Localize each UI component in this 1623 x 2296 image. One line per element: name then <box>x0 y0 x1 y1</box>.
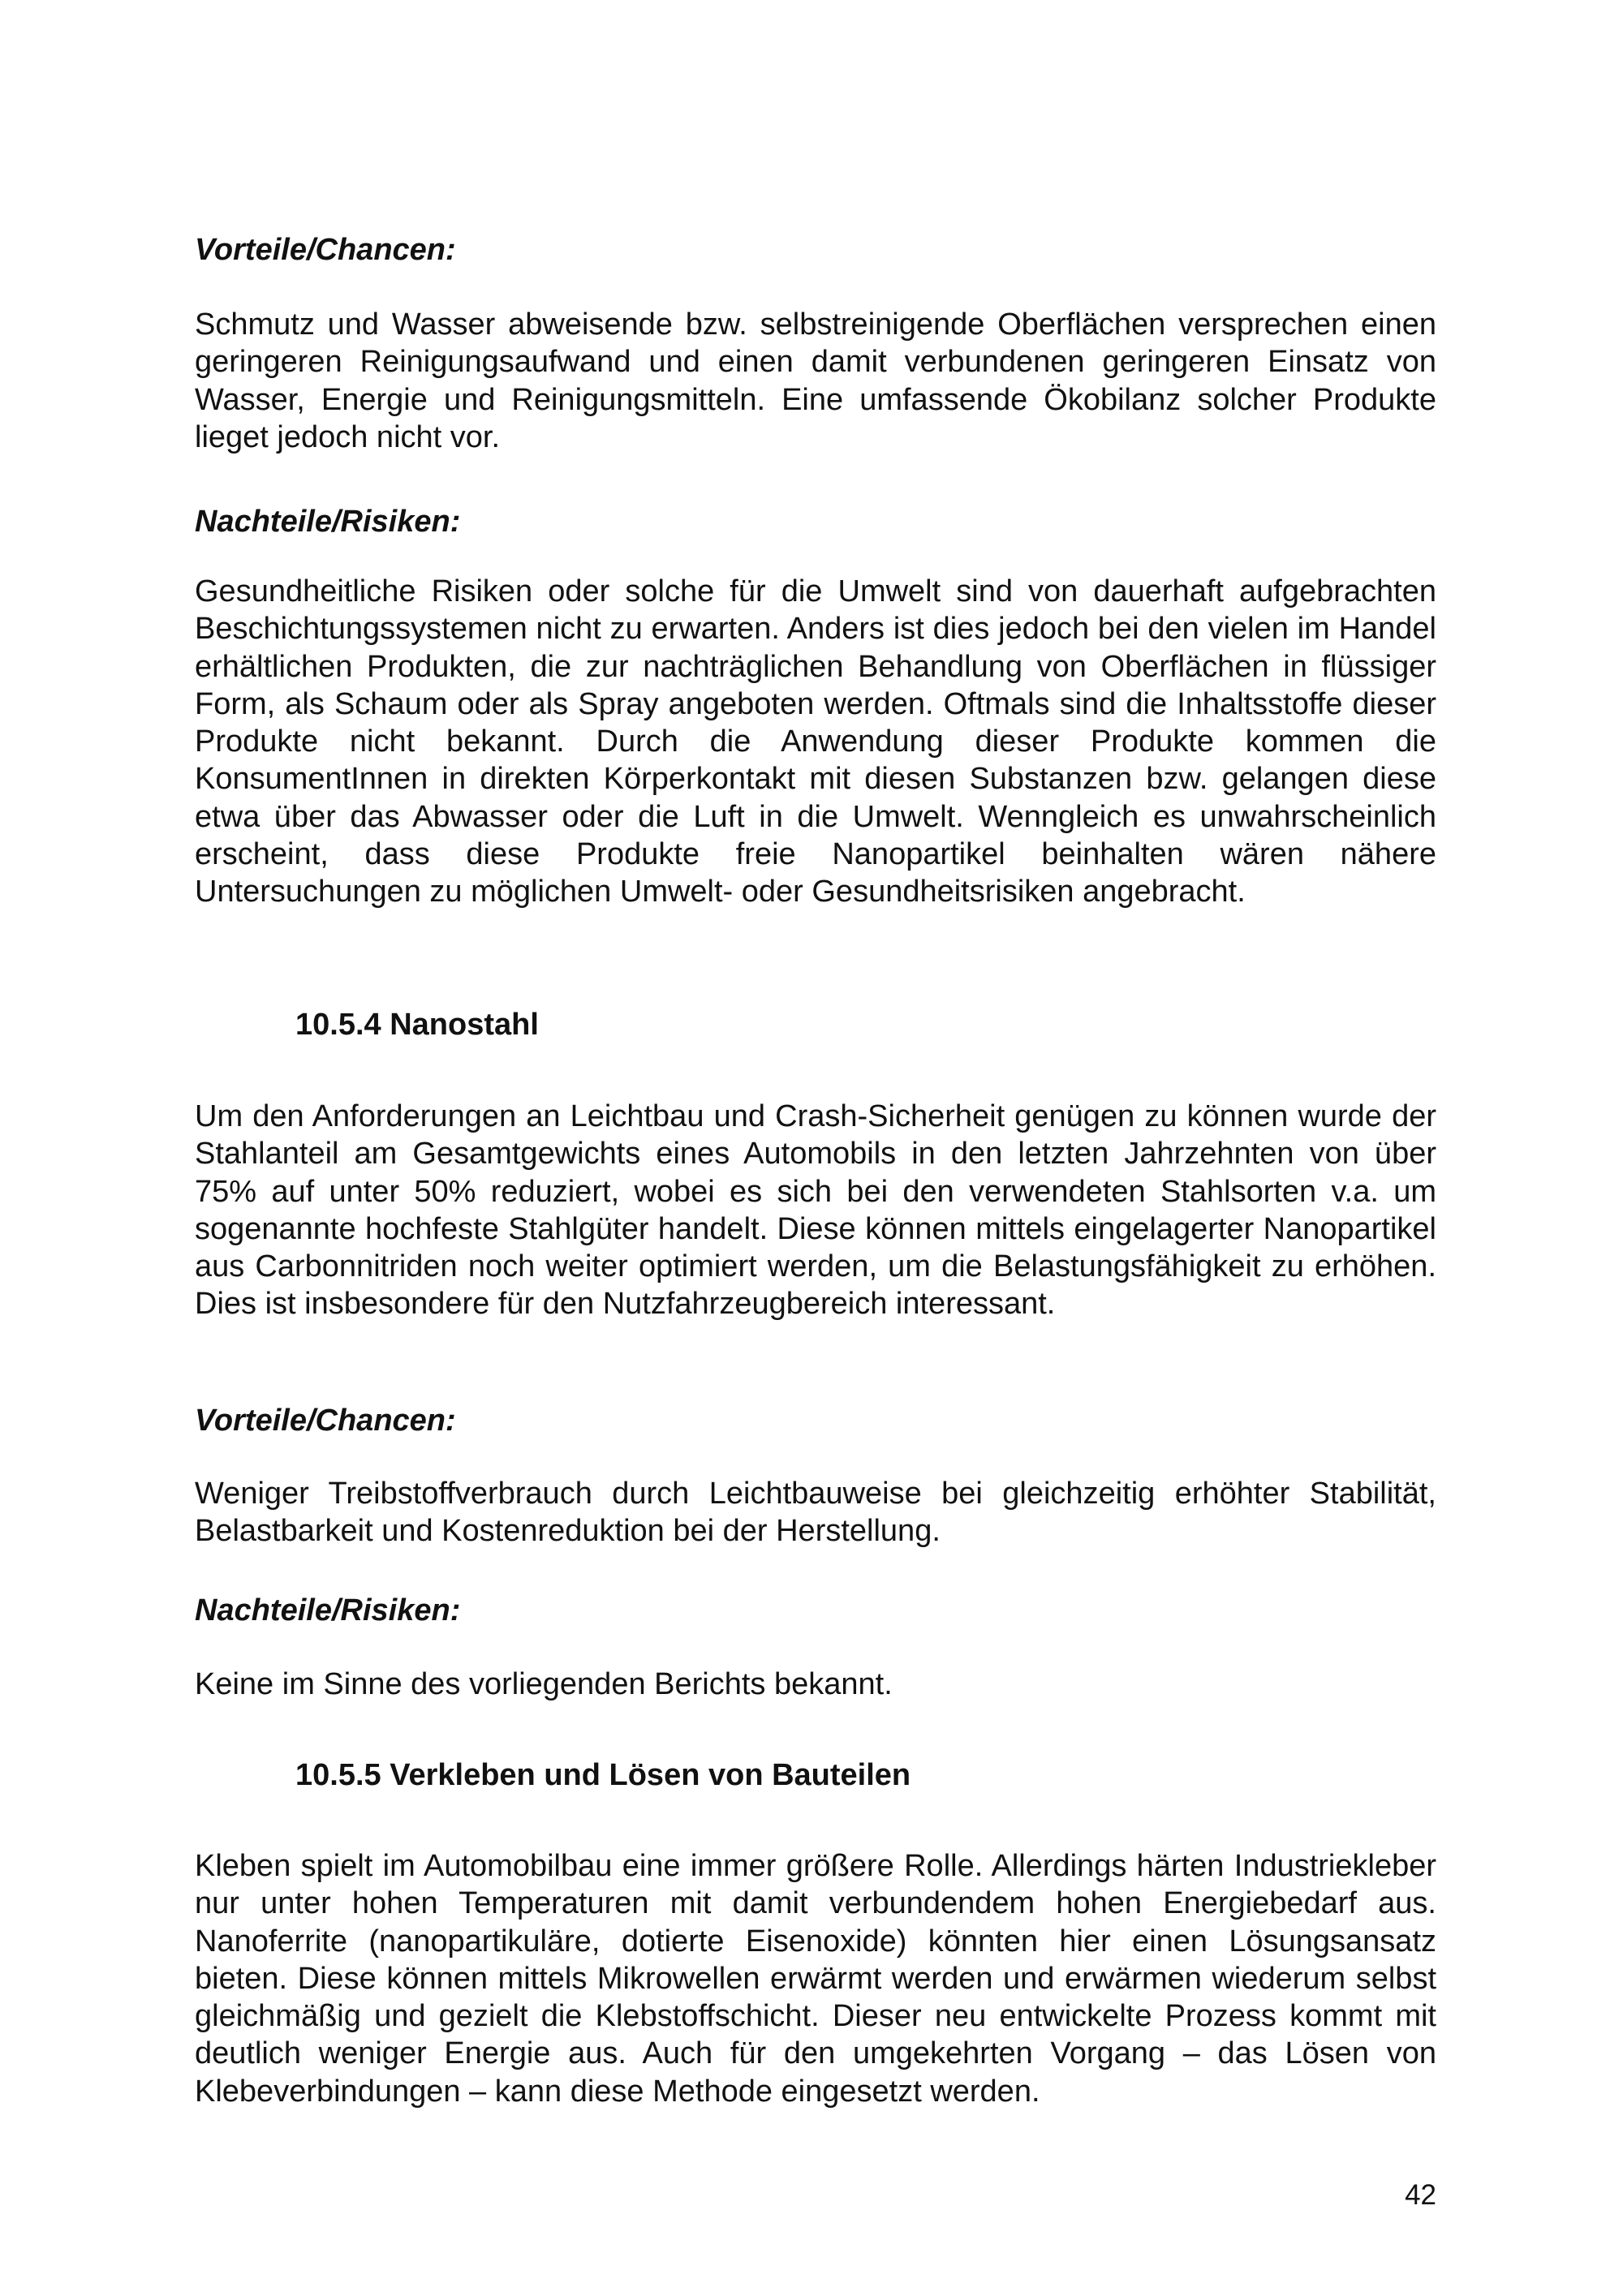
disadvantages-heading-1: Nachteile/Risiken: <box>195 505 461 539</box>
advantages-heading-2: Vorteile/Chancen: <box>195 1404 456 1438</box>
section-heading-verkleben: 10.5.5 Verkleben und Lösen von Bauteilen <box>295 1758 911 1792</box>
disadvantages-heading-2: Nachteile/Risiken: <box>195 1593 461 1627</box>
section-paragraph-verkleben: Kleben spielt im Automobilbau eine immer größere Rolle. Allerdings härten Industriekleber nur unter hohen Temperaturen mit damit verbundendem hohen Energiebedarf aus. Nanoferrite (nanopartikuläre, dotierte Eisenoxide) könnten hier einen Lösungsansatz bieten. Diese können mittels Mikrowellen erwärmt werden und erwärmen wiederum selbst gleichmäßig und gezielt die Klebstoffschicht. Dieser neu entwickelte Prozess kommt mit deutlich weniger Energie aus. Auch für den umgekehrten Vorgang – das Lösen von Klebeverbindungen – kann diese Methode eingesetzt werden. <box>195 1849 1436 2109</box>
disadvantages-paragraph-1: Gesundheitliche Risiken oder solche für die Umwelt sind von dauerhaft aufgebrachten Beschichtungssystemen nicht zu erwarten. Anders ist dies jedoch bei den vielen im Handel erhältlichen Produkten, die zur nachträglichen Behandlung von Oberflächen in flüssiger Form, als Schaum oder als Spray angeboten werden. Oftmals sind die Inhaltsstoffe dieser Produkte nicht bekannt. Durch die Anwendung dieser Produkte kommen die KonsumentInnen in direkten Körperkontakt mit diesen Substanzen bzw. gelangen diese etwa über das Abwasser oder die Luft in die Umwelt. Wenngleich es unwahrscheinlich erscheint, dass diese Produkte freie Nanopartikel beinhalten wären nähere Untersuchungen zu möglichen Umwelt- oder Gesundheitsrisiken angebracht. <box>195 574 1436 909</box>
section-paragraph-nanostahl: Um den Anforderungen an Leichtbau und Crash-Sicherheit genügen zu können wurde der Stahlanteil am Gesamtgewichts eines Automobils in den letzten Jahrzehnten von über 75% auf unter 50% reduziert, wobei es sich bei den verwendeten Stahlsorten v.a. um sogenannte hochfeste Stahlgüter handelt. Diese können mittels eingelagerter Nanopartikel aus Carbonnitriden noch weiter optimiert werden, um die Belastungsfähigkeit zu erhöhen. Dies ist insbesondere für den Nutzfahrzeugbereich interessant. <box>195 1099 1436 1322</box>
page-number: 42 <box>1405 2179 1436 2211</box>
advantages-heading-1: Vorteile/Chancen: <box>195 233 456 267</box>
advantages-paragraph-2: Weniger Treibstoffverbrauch durch Leichtbauweise bei gleichzeitig erhöhter Stabilität, Belastbarkeit und Kostenreduktion bei der Herstellung. <box>195 1477 1436 1549</box>
section-heading-nanostahl: 10.5.4 Nanostahl <box>295 1008 539 1042</box>
disadvantages-paragraph-2: Keine im Sinne des vorliegenden Berichts bekannt. <box>195 1667 893 1701</box>
advantages-paragraph-1: Schmutz und Wasser abweisende bzw. selbstreinigende Oberflächen versprechen einen geringeren Reinigungsaufwand und einen damit verbundenen geringeren Einsatz von Wasser, Energie und Reinigungsmitteln. Eine umfassende Ökobilanz solcher Produkte lieget jedoch nicht vor. <box>195 307 1436 454</box>
